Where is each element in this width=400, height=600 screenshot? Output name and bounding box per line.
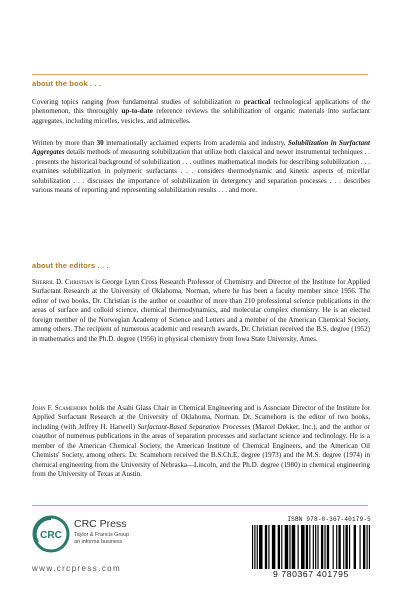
publisher-name: CRC Press (74, 518, 127, 530)
barcode-bar (317, 525, 318, 569)
barcode-bar (345, 525, 347, 569)
about-book-heading: about the book . . . (32, 79, 102, 88)
barcode-bar (272, 525, 276, 569)
barcode-bar (349, 525, 350, 569)
bottom-divider (32, 505, 368, 506)
barcode-bar (285, 525, 289, 569)
barcode-bar (309, 525, 310, 569)
barcode-bar (367, 525, 368, 569)
crc-logo-icon (32, 515, 70, 553)
barcode-digits: 9 780367 401795 (273, 569, 349, 579)
editor-bio-christian: Sherril D. Christian is George Lynn Cross Research Professor of Chemistry and Director of the Institute for Applied Surfactant Research at the University of Oklahoma, Norman, where he has been a faculty member since 1956. The editor of two books, Dr. Christian is the author or coauthor of more than 210 professional science publications in the areas of surface and colloid science, chemical thermodynamics, and molecular complex chemistry. He is an elected foreign member of the Norwegian Academy of Science and Letters and a member of the American Chemical Society, among others. The recipient of numerous academic and research awards, Dr. Christian received the B.S. degree (1952) in mathematics and the Ph.D. degree (1956) in physical chemistry from Iowa State University, Ames. (32, 278, 370, 343)
barcode-bar (252, 525, 253, 569)
barcode-bar (301, 525, 305, 569)
barcode-bar (281, 525, 282, 569)
barcode-bar (292, 525, 296, 569)
publisher-group: Taylor & Francis Group (74, 532, 130, 538)
isbn-label: ISBN 978-0-367-40179-5 (287, 516, 371, 523)
about-book-paragraph-2: Written by more than 30 internationally acclaimed experts from academia and industry, Solubilization in Surfactant Aggregates details methods of measuring solubilization that utilize both classical and newer instrumental techniques . . . presents the historical background of solubilization . . . outlines mathematical models for describing solubilization . . . examines solubilization in polymeric surfactants . . . considers thermodynamic and kinetic aspects of micellar solubilization . . . discusses the importance of solubilization in detergency and separation processes . . . describes various means of reporting and representing solubilization results . . . and more. (32, 139, 370, 195)
barcode-bar (363, 525, 365, 569)
barcode-bar (336, 525, 337, 569)
barcode-bar (369, 525, 370, 569)
barcode-bar (321, 525, 323, 569)
barcode-bar (268, 525, 269, 569)
editor-bio-scamehorn: John F. Scamehorn holds the Asahi Glass Chair in Chemical Engineering and is Associate Director of the Institute for Applied Surfactant Research at the University of Oklahoma, Norman. Dr. Scamehorn is the editor of two books, including (with Jeffrey H. Harwell) Surfactant-Based Separation Processes (Marcel Dekker, Inc.), and the author or coauthor of numerous publications in the areas of separation processes and surfactant science and technology. He is a member of the American Chemical Society, the American Institute of Chemical Engineers, and the American Oil Chemists' Society, among others. Dr. Scamehorn received the B.S.Ch.E. degree (1973) and the M.S. degree (1974) in chemical engineering from the University of Nebraska—Lincoln, and the Ph.D. degree (1980) in chemical engineering from the University of Texas at Austin. (32, 404, 370, 479)
barcode-bar (306, 525, 308, 569)
barcode-bar (257, 525, 258, 569)
barcode-graphic (251, 525, 371, 571)
barcode-bar (289, 525, 290, 569)
top-divider (32, 74, 368, 75)
publisher-business: an informa business (74, 539, 123, 545)
barcode-bar (265, 525, 267, 569)
barcode-bar (254, 525, 255, 569)
barcode-bar (313, 525, 314, 569)
barcode-bar (338, 525, 340, 569)
logo-letters: CRC (40, 530, 62, 541)
about-book-paragraph-1: Covering topics ranging from fundamental studies of solubilization to practical technological applications of the phenomenon, this thoroughly up-to-date reference reviews the solubilization of organic materials into surfactant aggregates, including micelles, vesicles, and admicelles. (32, 98, 371, 125)
barcode-bar (354, 525, 356, 569)
barcode-bar (343, 525, 344, 569)
barcode-bar (359, 525, 360, 569)
barcode-bar (333, 525, 334, 569)
barcode-bar (278, 525, 280, 569)
barcode-bar (298, 525, 299, 569)
barcode-bar (259, 525, 263, 569)
barcode-bar (327, 525, 329, 569)
barcode-bar (324, 525, 325, 569)
about-editors-heading: about the editors . . . (32, 261, 109, 270)
publisher-url: www.crcpress.com (32, 564, 122, 573)
barcode-bar (315, 525, 316, 569)
